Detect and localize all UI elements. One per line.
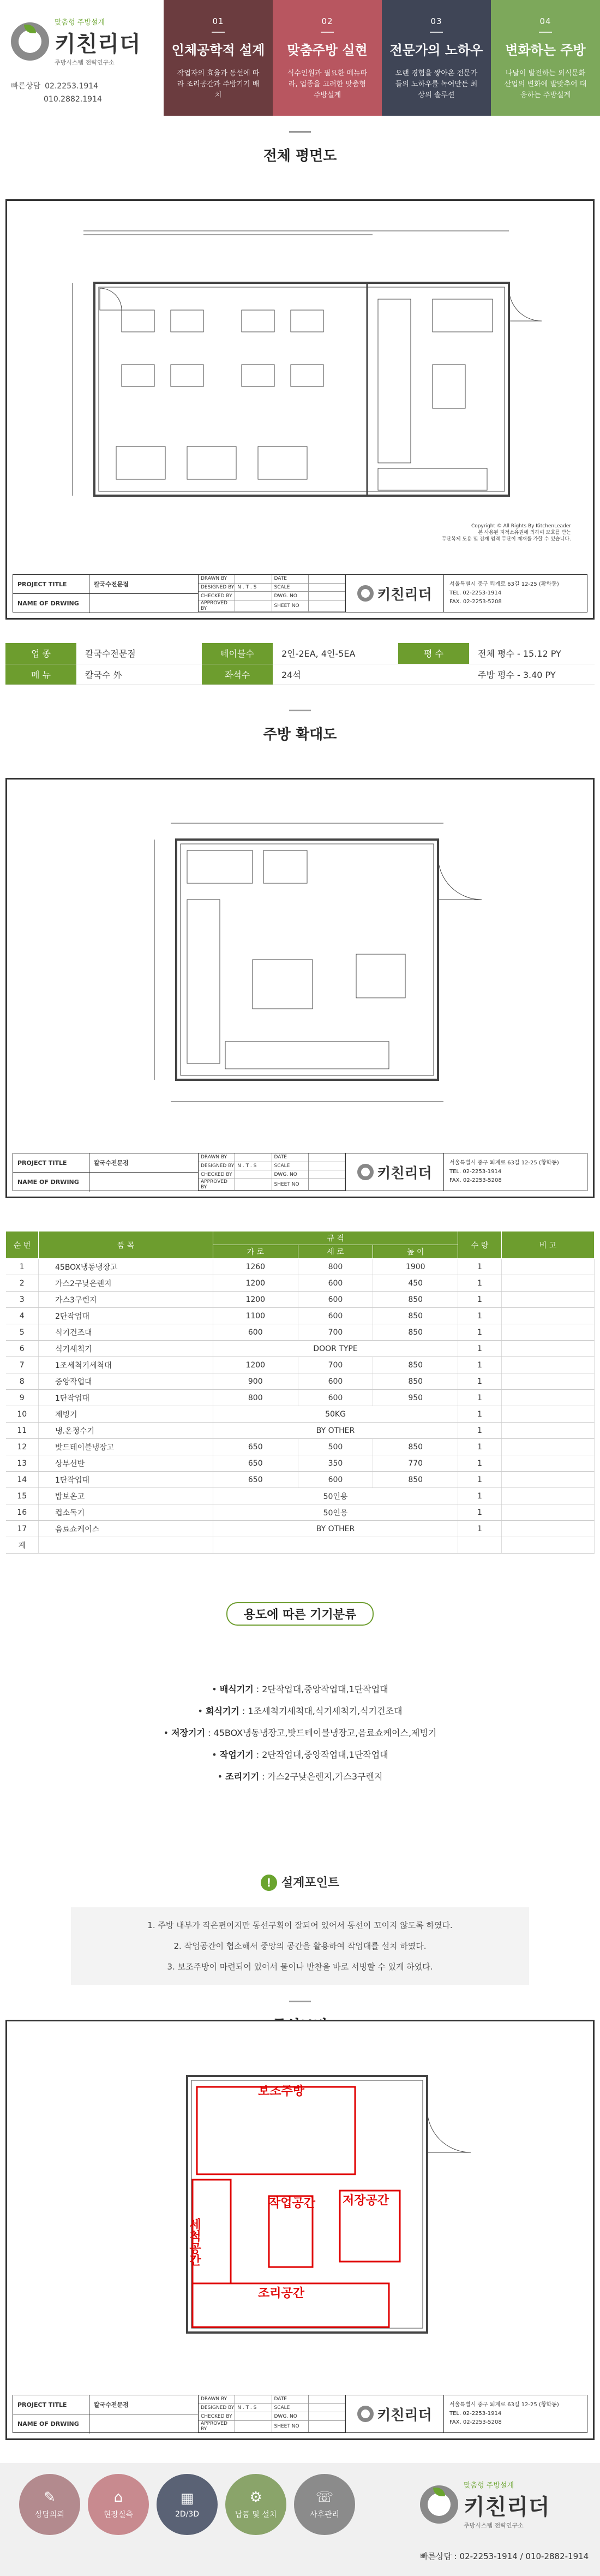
logo-mark-icon <box>420 2485 458 2524</box>
section-title-category <box>0 1602 600 1626</box>
step-3 <box>382 0 491 116</box>
section-title-plan <box>0 131 600 165</box>
zone-storage: 저장공간 <box>343 2194 389 2208</box>
footer-tagline: 맞춤형 주방설계 <box>464 2482 514 2490</box>
category-item: • 조리기기 : 가스2구낮은렌지,가스3구렌지 <box>217 1771 383 1782</box>
footer-logo[interactable] <box>420 2479 550 2530</box>
feature-steps <box>164 0 600 116</box>
section-title-text: 용도에 따른 기기분류 <box>226 1602 374 1626</box>
step-desc: 오랜 경험을 쌓아온 전문가들의 노하우를 녹여만든 최상의 솔루션 <box>395 69 478 99</box>
step-number: 04 <box>539 16 551 26</box>
logo-subtitle: 주방시스템 전략연구소 <box>55 59 115 66</box>
process-label: 사후관리 <box>309 2510 340 2519</box>
step-2 <box>273 0 382 116</box>
footer-contact: 빠른상담 : 02-2253-1914 / 010-2882-1914 <box>420 2551 589 2561</box>
table-row: 17 음료쇼케이스 BY OTHER 1 <box>6 1521 595 1537</box>
point-title: 설계포인트 <box>281 1876 340 1890</box>
zone-cook: 조리공간 <box>258 2287 305 2300</box>
table-row: 2 가스2구낮은렌지 1200 600 450 1 <box>6 1275 595 1292</box>
table-row: 1 45BOX냉동냉장고 1260 800 1900 1 <box>6 1259 595 1275</box>
table-row: 8 중앙작업대 900 600 850 1 <box>6 1373 595 1390</box>
category-item: • 저장기기 : 45BOX냉동냉장고,밧드테이블냉장고,음료쇼케이스,제빙기 <box>163 1728 437 1738</box>
project-info-table: 업 종 칼국수전문점 테이블수 2인-2EA, 4인-5EA 평 수 전체 평수 - 15.12 PY 메 뉴 칼국수 外 좌석수 24석 주방 평수 - 3.40 PY <box>5 643 595 685</box>
zone-wash: 세척공간 <box>187 2218 201 2266</box>
step-title: 인체공학적 설계 <box>171 43 265 58</box>
process-icon: ⚙ <box>249 2489 262 2506</box>
point-item: 1. 주방 내부가 작은편이지만 동선구획이 잘되어 있어서 동선이 꼬이지 않도록 하였다. <box>147 1920 453 1930</box>
design-point <box>0 1873 600 1985</box>
tb-project-value: 칼국수전문점 <box>94 581 129 588</box>
zone-work: 작업공간 <box>269 2197 316 2210</box>
table-row: 계 <box>6 1537 595 1554</box>
process-label: 2D/3D <box>175 2510 200 2519</box>
drawing-titleblock: PROJECT TITLE 칼국수전문점 NAME OF DRWING DRAWN BY DATE DESIGNED BY N . T . S SCALE CHECKED BY DWG. NO APPROVED BY SHEET NO 키친리더 서울특별시 중구 퇴계로 63길 12-25 (황학동) TEL. 02-2253-1914 FAX. 02-2253-5208 <box>13 1153 587 1191</box>
point-list <box>71 1907 529 1985</box>
point-item: 2. 작업공간이 협소해서 중앙의 공간을 활용하여 작업대를 설치 하였다. <box>173 1941 427 1951</box>
alert-icon: ! <box>261 1875 277 1891</box>
logo-name: 키친리더 <box>55 32 141 57</box>
kitchen-zoom-drawing <box>5 778 595 1198</box>
table-row: 10 제빙기 50KG 1 <box>6 1406 595 1423</box>
phone-primary: 02.2253.1914 <box>45 82 99 91</box>
logo-mark-icon <box>357 2406 374 2422</box>
process-circles <box>19 2474 363 2535</box>
process-circle[interactable] <box>88 2474 149 2535</box>
process-label: 납품 및 설치 <box>235 2510 277 2519</box>
logo-tagline: 맞춤형 주방설계 <box>55 19 105 27</box>
footer-brand-name: 키친리더 <box>464 2495 550 2520</box>
logo-mark-icon <box>357 1164 374 1180</box>
process-circle[interactable] <box>294 2474 355 2535</box>
process-icon: ⌂ <box>113 2489 123 2506</box>
flow-drawing <box>5 2020 595 2440</box>
step-title: 전문가의 노하우 <box>389 43 483 58</box>
table-row: 14 1단작업대 650 600 850 1 <box>6 1472 595 1488</box>
table-row: 12 밧드테이블냉장고 650 500 850 1 <box>6 1439 595 1455</box>
footer <box>0 2463 600 2576</box>
table-row: 13 상부선반 650 350 770 1 <box>6 1455 595 1472</box>
step-title: 변화하는 주방 <box>505 43 586 58</box>
category-item: • 작업기기 : 2단작업대,중앙작업대,1단작업대 <box>212 1750 388 1760</box>
logo[interactable] <box>11 16 164 67</box>
contact-info <box>11 80 164 106</box>
step-desc: 식수인원과 필요한 메뉴따라, 업종을 고려한 맞춤형 주방설계 <box>287 69 368 99</box>
brand-block <box>0 0 164 116</box>
table-row: 3 가스3구렌지 1200 600 850 1 <box>6 1292 595 1308</box>
category-item: • 배식기기 : 2단작업대,중앙작업대,1단작업대 <box>212 1684 388 1694</box>
floor-plan-drawing <box>5 199 595 620</box>
header <box>0 0 600 116</box>
phone-secondary: 010.2882.1914 <box>44 95 102 104</box>
section-title-text: 전체 평면도 <box>263 148 337 164</box>
process-circle[interactable] <box>19 2474 80 2535</box>
table-row: 9 1단작업대 800 600 950 1 <box>6 1390 595 1406</box>
zone-assist: 보조주방 <box>258 2085 305 2098</box>
process-icon: ✎ <box>44 2489 56 2506</box>
step-number: 01 <box>212 16 224 26</box>
section-title-text: 주방 확대도 <box>263 727 337 743</box>
tb-drawing-label: NAME OF DRWING <box>13 594 89 613</box>
process-circle[interactable] <box>225 2474 286 2535</box>
tb-logo: 키친리더 <box>346 575 444 612</box>
point-item: 3. 보조주방이 마련되어 있어서 물이나 반찬을 바로 서빙할 수 있게 하였다. <box>167 1962 433 1972</box>
process-circle[interactable] <box>157 2474 218 2535</box>
process-icon: ▦ <box>180 2490 194 2507</box>
step-1 <box>164 0 273 116</box>
process-icon: ☏ <box>315 2489 334 2506</box>
process-label: 현장실측 <box>103 2510 134 2519</box>
footer-brand-sub: 주방시스템 전략연구소 <box>464 2522 524 2529</box>
category-item: • 회식기기 : 1조세척기세척대,식기세척기,식기건조대 <box>197 1706 403 1716</box>
table-row: 15 밥보온고 50인용 1 <box>6 1488 595 1504</box>
logo-mark-icon <box>357 585 374 602</box>
category-list <box>0 1679 600 1788</box>
table-row: 7 1조세척기세척대 1200 700 850 1 <box>6 1357 595 1373</box>
table-row: 11 냉.온정수기 BY OTHER 1 <box>6 1423 595 1439</box>
flow-plan-svg <box>7 2021 593 2393</box>
table-row: 4 2단작업대 1100 600 850 1 <box>6 1308 595 1324</box>
equipment-table: 순 번 품 목 규 격 수 량 비 고 가 로 세 로 높 이 1 45BOX냉동냉장고 1260 800 1900 1 2 가스2구낮은렌지 1200 600 450 1 3 가스3구렌지 1200 600 850 1 4 2단작업대 1100 600 850 1 5 식기건조대 600 700 850 1 6 식기세척기 DOOR TYPE 1 7 1조세척기세척대 1200 700 850 1 8 중앙작업대 900 600 850 1 9 1단작업대 800 600 950 1 10 제빙기 50KG 1 11 냉.온정수기 BY OTHER 1 12 밧드테이블냉장고 650 500 850 1 13 상부선반 650 350 770 1 14 1단작업대 650 600 850 1 15 밥보온고 50인용 1 16 컵소독기 50인용 1 17 음료쇼케이스 BY OTHER 1 계 <box>5 1231 595 1554</box>
tb-project-label: PROJECT TITLE <box>13 575 89 593</box>
step-desc: 작업자의 효율과 동선에 따라 조리공간과 주방기기 배치 <box>177 69 260 99</box>
process-label: 상담의뢰 <box>34 2510 65 2519</box>
step-4 <box>491 0 600 116</box>
step-title: 맞춤주방 실현 <box>287 43 368 58</box>
logo-mark-icon <box>11 22 49 61</box>
contact-label: 빠른상담 <box>11 82 41 91</box>
table-row: 5 식기건조대 600 700 850 1 <box>6 1324 595 1341</box>
drawing-copyright: Copyright © All Rights By KitchenLeader 본 사용된 지적소유권에 의하여 보호를 받는 무단복제 도용 및 전재 엄격 무단이 제재를 가할 수 있습니다. <box>441 523 571 542</box>
drawing-titleblock: PROJECT TITLE 칼국수전문점 NAME OF DRWING DRAWN BY DATE DESIGNED BY N . T . S SCALE CHECKED BY DWG. NO APPROVED BY SHEET NO 키친리더 서울특별시 중구 퇴계로 63길 12-25 (황학동) TEL. 02-2253-1914 FAX. 02-2253-5208 <box>13 2395 587 2433</box>
step-number: 02 <box>321 16 333 26</box>
zoom-plan-svg <box>7 780 593 1151</box>
table-row: 16 컵소독기 50인용 1 <box>6 1504 595 1521</box>
section-title-zoom <box>0 710 600 743</box>
drawing-titleblock: PROJECT TITLE 칼국수전문점 NAME OF DRWING DRAWN BY DATE DESIGNED BY N . T . S SCALE CHECKED BY DWG. NO APPROVED BY SHEET NO 키친리더 서울특별시 중구 퇴계로 63길 12-25 (황학동) TEL. 02-2253-1914 FAX. 02-2253-5208 <box>13 574 587 612</box>
step-number: 03 <box>430 16 442 26</box>
floor-plan-svg <box>7 201 593 572</box>
step-desc: 나날이 발전하는 외식문화 산업의 변화에 발맞추어 대응하는 주방설계 <box>504 69 587 99</box>
table-row: 6 식기세척기 DOOR TYPE 1 <box>6 1341 595 1357</box>
